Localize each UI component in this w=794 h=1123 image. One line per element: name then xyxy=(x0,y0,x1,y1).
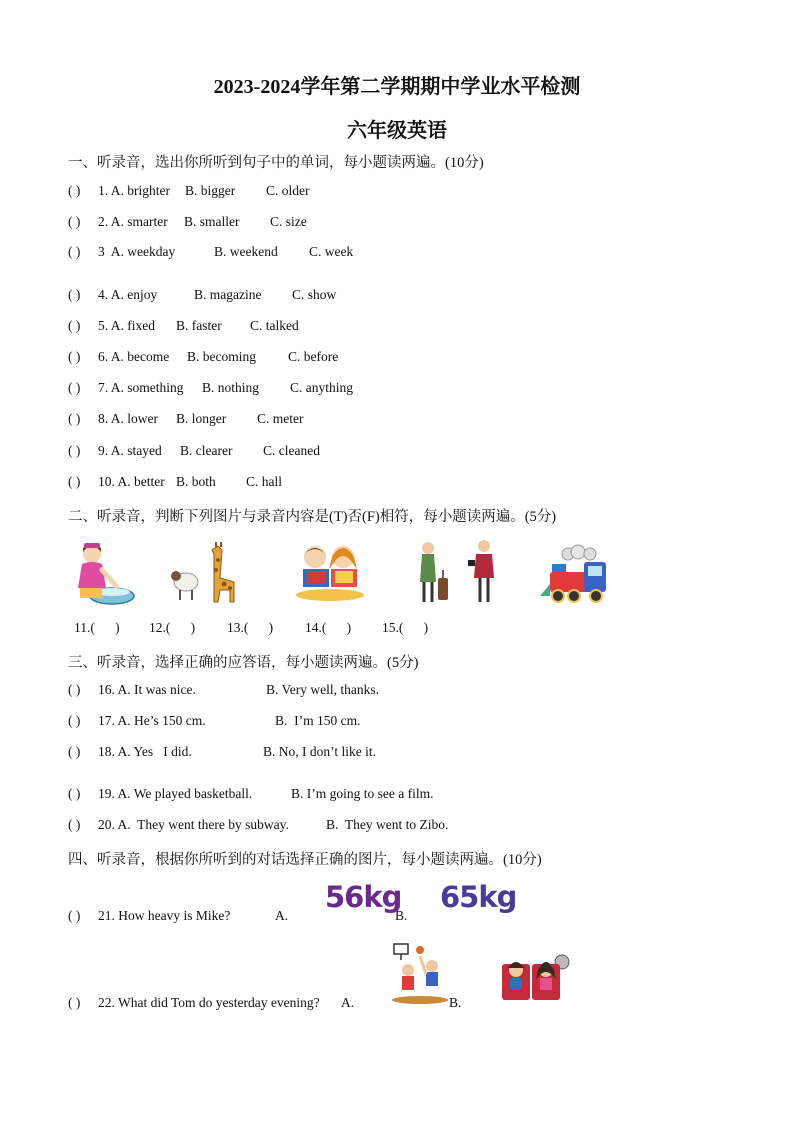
option-a: 8. A. lower xyxy=(98,411,158,426)
question-4 xyxy=(68,287,336,303)
option-a: 16. A. It was nice. xyxy=(98,682,196,697)
option-a: 4. A. enjoy xyxy=(98,287,158,302)
option-a: 6. A. become xyxy=(98,349,170,364)
question-5 xyxy=(68,318,299,334)
option-b: B. xyxy=(395,908,408,923)
sheep-giraffe-icon xyxy=(168,536,246,606)
option-a: 1. A. brighter xyxy=(98,183,170,198)
option-b: B. faster xyxy=(176,318,222,333)
question-text: 22. What did Tom do yesterday evening? xyxy=(98,995,320,1010)
answer-bracket[interactable]: ( ) xyxy=(68,786,81,801)
option-a: A. xyxy=(341,995,355,1010)
answer-bracket[interactable]: ( ) xyxy=(68,744,81,759)
option-b: B. They went to Zibo. xyxy=(326,817,449,832)
answer-bracket[interactable]: ( ) xyxy=(68,349,81,364)
answer-bracket[interactable]: ( ) xyxy=(68,183,81,198)
option-a: 5. A. fixed xyxy=(98,318,155,333)
answer-bracket[interactable]: ( ) xyxy=(68,318,81,333)
option-a: 10. A. better xyxy=(98,474,165,489)
kids-reading-icon xyxy=(293,543,367,603)
question-1 xyxy=(68,183,310,199)
answer-bracket[interactable]: ( ) xyxy=(68,411,81,426)
section4-heading: 四、听录音，根据你所听到的对话选择正确的图片，每小题读两遍。(10分) xyxy=(68,852,542,868)
option-b: B. becoming xyxy=(187,349,256,364)
question-6 xyxy=(68,349,338,365)
option-b: B. clearer xyxy=(180,443,233,458)
option-b: B. bigger xyxy=(185,183,236,198)
question-8 xyxy=(68,411,304,427)
question-text: 21. How heavy is Mike? xyxy=(98,908,231,923)
option-b: B. No, I don’t like it. xyxy=(263,744,376,759)
option-b: B. smaller xyxy=(184,214,240,229)
question-17 xyxy=(68,713,361,729)
answer-bracket[interactable]: ( ) xyxy=(68,682,81,697)
basketball-kids-icon xyxy=(390,942,452,1006)
pic-label-14[interactable]: 14.( ) xyxy=(305,620,352,635)
option-c: C. meter xyxy=(257,411,304,426)
question-7 xyxy=(68,380,353,396)
answer-bracket[interactable]: ( ) xyxy=(68,214,81,229)
train-icon xyxy=(538,544,616,606)
option-a: 7. A. something xyxy=(98,380,184,395)
section2-heading: 二、听录音，判断下列图片与录音内容是(T)否(F)相符，每小题读两遍。(5分) xyxy=(68,509,557,525)
travelers-icon xyxy=(414,538,498,606)
option-a: 18. A. Yes I did. xyxy=(98,744,192,759)
answer-bracket[interactable]: ( ) xyxy=(68,995,81,1010)
option-c: C. hall xyxy=(246,474,282,489)
pic-label-15[interactable]: 15.( ) xyxy=(382,620,429,635)
option-c: C. size xyxy=(270,214,307,229)
answer-bracket[interactable]: ( ) xyxy=(68,443,81,458)
answer-bracket[interactable]: ( ) xyxy=(68,287,81,302)
option-c: C. anything xyxy=(290,380,353,395)
option-b: B. Very well, thanks. xyxy=(266,682,379,697)
girl-washing-icon xyxy=(74,540,136,608)
option-a: 17. A. He’s 150 cm. xyxy=(98,713,206,728)
option-b: B. both xyxy=(176,474,216,489)
page-subtitle: 六年级英语 xyxy=(347,120,447,142)
question-16 xyxy=(68,682,379,698)
pic-label-13[interactable]: 13.( ) xyxy=(227,620,274,635)
option-a: 9. A. stayed xyxy=(98,443,162,458)
answer-bracket[interactable]: ( ) xyxy=(68,817,81,832)
option-c: C. before xyxy=(288,349,339,364)
option-b: B. longer xyxy=(176,411,227,426)
option-c: C. talked xyxy=(250,318,299,333)
option-c: C. week xyxy=(309,244,354,259)
answer-bracket[interactable]: ( ) xyxy=(68,713,81,728)
question-18 xyxy=(68,744,376,760)
section1-heading: 一、听录音，选出你所听到句子中的单词，每小题读两遍。(10分) xyxy=(68,155,484,171)
pic-label-11[interactable]: 11.( ) xyxy=(74,620,120,635)
option-a: 3 A. weekday xyxy=(98,244,176,259)
answer-bracket[interactable]: ( ) xyxy=(68,380,81,395)
option-b: B. xyxy=(449,995,462,1010)
question-3 xyxy=(68,244,353,260)
answer-bracket[interactable]: ( ) xyxy=(68,244,81,259)
option-c: C. cleaned xyxy=(263,443,320,458)
option-a: 2. A. smarter xyxy=(98,214,168,229)
pic-label-12[interactable]: 12.( ) xyxy=(149,620,196,635)
question-19 xyxy=(68,786,433,802)
answer-bracket[interactable]: ( ) xyxy=(68,908,81,923)
weight-56kg-image: 56kg xyxy=(325,880,402,914)
weight-65kg-image: 65kg xyxy=(440,880,517,914)
option-b: B. weekend xyxy=(214,244,278,259)
page-title: 2023-2024学年第二学期期中学业水平检测 xyxy=(213,76,581,98)
option-c: C. older xyxy=(266,183,310,198)
option-b: B. I’m going to see a film. xyxy=(291,786,434,801)
question-9 xyxy=(68,443,320,459)
question-20 xyxy=(68,817,448,833)
option-b: B. magazine xyxy=(194,287,262,302)
question-10 xyxy=(68,474,282,490)
question-2 xyxy=(68,214,307,230)
option-b: B. I’m 150 cm. xyxy=(275,713,361,728)
option-a: 19. A. We played basketball. xyxy=(98,786,253,801)
option-a: A. xyxy=(275,908,289,923)
cinema-kids-icon xyxy=(498,950,570,1006)
option-b: B. nothing xyxy=(202,380,260,395)
option-a: 20. A. They went there by subway. xyxy=(98,817,289,832)
section3-heading: 三、听录音，选择正确的应答语，每小题读两遍。(5分) xyxy=(68,655,419,671)
option-c: C. show xyxy=(292,287,337,302)
answer-bracket[interactable]: ( ) xyxy=(68,474,81,489)
